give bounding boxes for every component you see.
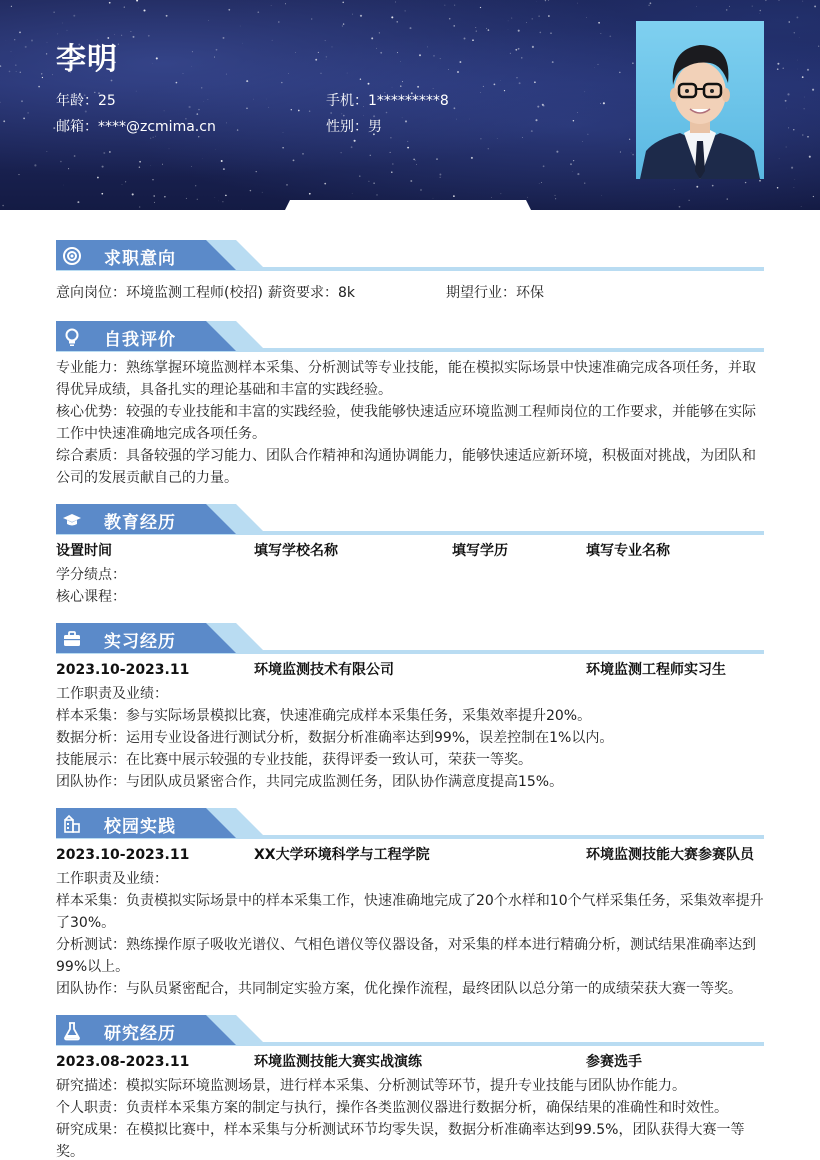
- intent-row: [56, 282, 766, 304]
- internship-role: 环境监测工程师实习生: [586, 662, 726, 678]
- flask-icon: [62, 1021, 82, 1041]
- candidate-name: 李明: [56, 42, 118, 77]
- email-field: [56, 116, 216, 136]
- research-org: 环境监测技能大赛实战演练: [254, 1054, 422, 1070]
- profile-photo: [636, 21, 764, 179]
- campus-time: 2023.10-2023.11: [56, 847, 190, 863]
- section-header-intent: [56, 240, 764, 272]
- building-icon: [62, 814, 82, 834]
- education-row: [56, 540, 766, 562]
- email-label: 邮箱：: [56, 119, 98, 135]
- gender-field: [326, 116, 382, 136]
- education-courses: 核心课程：: [56, 589, 126, 605]
- section-title: 求职意向: [104, 249, 176, 269]
- briefcase-icon: [62, 629, 82, 649]
- header-notch: [284, 200, 532, 212]
- gender-value: 男: [368, 119, 382, 135]
- self-eval-professional: 专业能力：熟练掌握环境监测样本采集、分析测试等专业技能，能在模拟实际场景中快速准确完成各项任务，并取得优异成绩，具备扎实的理论基础和丰富的实践经验。: [56, 360, 756, 398]
- research-line: 研究描述：模拟实际环境监测场景，进行样本采集、分析测试等环节，提升专业技能与团队协作能力。: [56, 1078, 686, 1094]
- section-title: 自我评价: [104, 330, 176, 350]
- intent-industry: 期望行业：环保: [446, 285, 544, 301]
- research-time: 2023.08-2023.11: [56, 1054, 190, 1070]
- internship-org: 环境监测技术有限公司: [254, 662, 394, 678]
- internship-time: 2023.10-2023.11: [56, 662, 190, 678]
- phone-label: 手机：: [326, 93, 368, 109]
- campus-org: XX大学环境科学与工程学院: [254, 847, 430, 863]
- internship-row: [56, 659, 766, 681]
- section-header-research: [56, 1015, 764, 1047]
- internship-line: 数据分析：运用专业设备进行测试分析，数据分析准确率达到99%，误差控制在1%以内。: [56, 730, 614, 746]
- internship-line: 样本采集：参与实际场景模拟比赛，快速准确完成样本采集任务，采集效率提升20%。: [56, 708, 592, 724]
- section-title: 校园实践: [104, 817, 176, 837]
- research-role: 参赛选手: [586, 1054, 642, 1070]
- lightbulb-icon: [62, 327, 82, 347]
- gender-label: 性别：: [326, 119, 368, 135]
- education-major: 填写专业名称: [586, 543, 670, 559]
- header-banner: [0, 0, 820, 210]
- intent-position: 意向岗位：环境监测工程师(校招): [56, 285, 263, 301]
- section-title: 研究经历: [104, 1024, 176, 1044]
- section-header-internship: [56, 623, 764, 655]
- internship-line: 团队协作：与团队成员紧密合作，共同完成监测任务，团队协作满意度提高15%。: [56, 774, 564, 790]
- campus-row: [56, 844, 766, 866]
- campus-line: 样本采集：负责模拟实际场景中的样本采集工作，快速准确地完成了20个水样和10个气样采集任务，采集效率提升了30%。: [56, 893, 764, 931]
- age-field: [56, 90, 116, 110]
- age-value: 25: [98, 93, 116, 109]
- email-value: ****@zcmima.cn: [98, 119, 216, 135]
- research-line: 个人职责：负责样本采集方案的制定与执行，操作各类监测仪器进行数据分析，确保结果的准确性和时效性。: [56, 1100, 728, 1116]
- campus-line: 工作职责及业绩：: [56, 871, 168, 887]
- phone-field: [326, 90, 449, 110]
- campus-line: 分析测试：熟练操作原子吸收光谱仪、气相色谱仪等仪器设备，对采集的样本进行精确分析，测试结果准确率达到99%以上。: [56, 937, 756, 975]
- graduation-cap-icon: [62, 510, 82, 530]
- self-eval-strength: 核心优势：较强的专业技能和丰富的实践经验，使我能够快速适应环境监测工程师岗位的工作要求，并能够在实际工作中快速准确地完成各项任务。: [56, 404, 756, 442]
- campus-role: 环境监测技能大赛参赛队员: [586, 847, 754, 863]
- education-degree: 填写学历: [452, 543, 508, 559]
- section-header-self-eval: [56, 321, 764, 353]
- section-header-education: [56, 504, 764, 536]
- target-icon: [62, 246, 82, 266]
- internship-line: 工作职责及业绩：: [56, 686, 168, 702]
- education-school: 填写学校名称: [254, 543, 338, 559]
- section-title: 教育经历: [104, 513, 176, 533]
- intent-salary: 薪资要求：8k: [268, 285, 356, 301]
- age-label: 年龄：: [56, 93, 98, 109]
- self-eval-quality: 综合素质：具备较强的学习能力、团队合作精神和沟通协调能力，能够快速适应新环境，积极面对挑战，为团队和公司的发展贡献自己的力量。: [56, 448, 756, 486]
- research-row: [56, 1051, 766, 1073]
- education-time: 设置时间: [56, 543, 112, 559]
- internship-line: 技能展示：在比赛中展示较强的专业技能，获得评委一致认可，荣获一等奖。: [56, 752, 532, 768]
- campus-line: 团队协作：与队员紧密配合，共同制定实验方案，优化操作流程，最终团队以总分第一的成绩荣获大赛一等奖。: [56, 981, 742, 997]
- research-line: 研究成果：在模拟比赛中，样本采集与分析测试环节均零失误，数据分析准确率达到99.5%，团队获得大赛一等奖。: [56, 1122, 745, 1160]
- phone-value: 1*********8: [368, 93, 449, 109]
- section-header-campus: [56, 808, 764, 840]
- education-gpa: 学分绩点：: [56, 567, 126, 583]
- section-title: 实习经历: [104, 632, 176, 652]
